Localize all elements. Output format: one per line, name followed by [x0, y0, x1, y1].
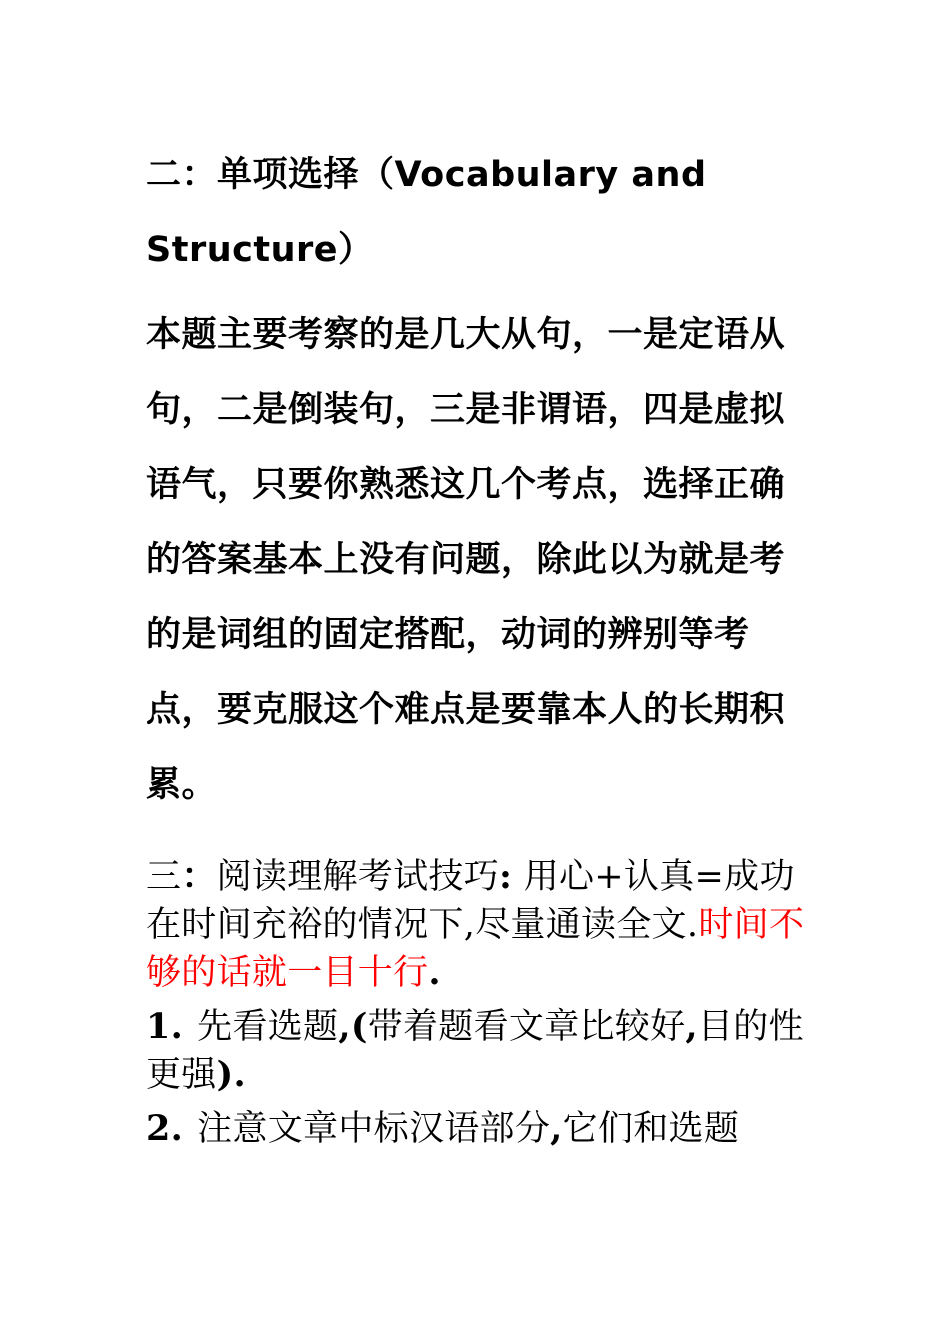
list-item-text: 带着题看文章比较好: [367, 1007, 686, 1047]
section-three-intro: [146, 901, 810, 997]
list-item-number: 1.: [146, 1006, 184, 1047]
section-three-motto: 用心+认真=成功: [512, 857, 795, 897]
list-item-text: 目的性更强: [146, 1007, 804, 1095]
document-content: [146, 138, 810, 1153]
list-item: [146, 1003, 810, 1099]
list-item-punct: ,: [685, 1006, 698, 1047]
section-three-heading: [146, 853, 810, 901]
list-item: [146, 1105, 810, 1153]
intro-red-text: 时间不够的话就一目十行: [146, 905, 805, 993]
intro-black-text: 在时间充裕的情况下,尽量通读全文.: [146, 905, 699, 945]
section-two-body: 本题主要考察的是几大从句，一是定语从句，二是倒装句，三是非谓语，四是虚拟语气，只要你熟悉这几个考点，选择正确的答案基本上没有问题，除此以为就是考的是词组的固定搭配，动词的辨别等考点，要克服这个难点是要靠本人的长期积累。: [146, 315, 786, 805]
section-three-colon-2: :: [499, 856, 513, 897]
intro-end-period: .: [428, 952, 441, 993]
list-item-punct: ,(: [338, 1006, 368, 1047]
list-item-text: 它们和选题: [562, 1109, 740, 1149]
list-item-text: 先看选题: [197, 1007, 339, 1047]
list-item-punct: ,: [550, 1108, 563, 1149]
list-item-number: 2.: [146, 1108, 184, 1149]
section-two-heading: 二：单项选择（Vocabulary and Structure）: [146, 155, 720, 270]
section-three-number: 三: [146, 857, 182, 897]
section-three-title: 阅读理解考试技巧: [216, 857, 500, 897]
section-three-colon: ：: [181, 856, 217, 897]
list-item-text: 注意文章中标汉语部分: [197, 1109, 551, 1149]
list-item-punct: ).: [216, 1054, 246, 1095]
